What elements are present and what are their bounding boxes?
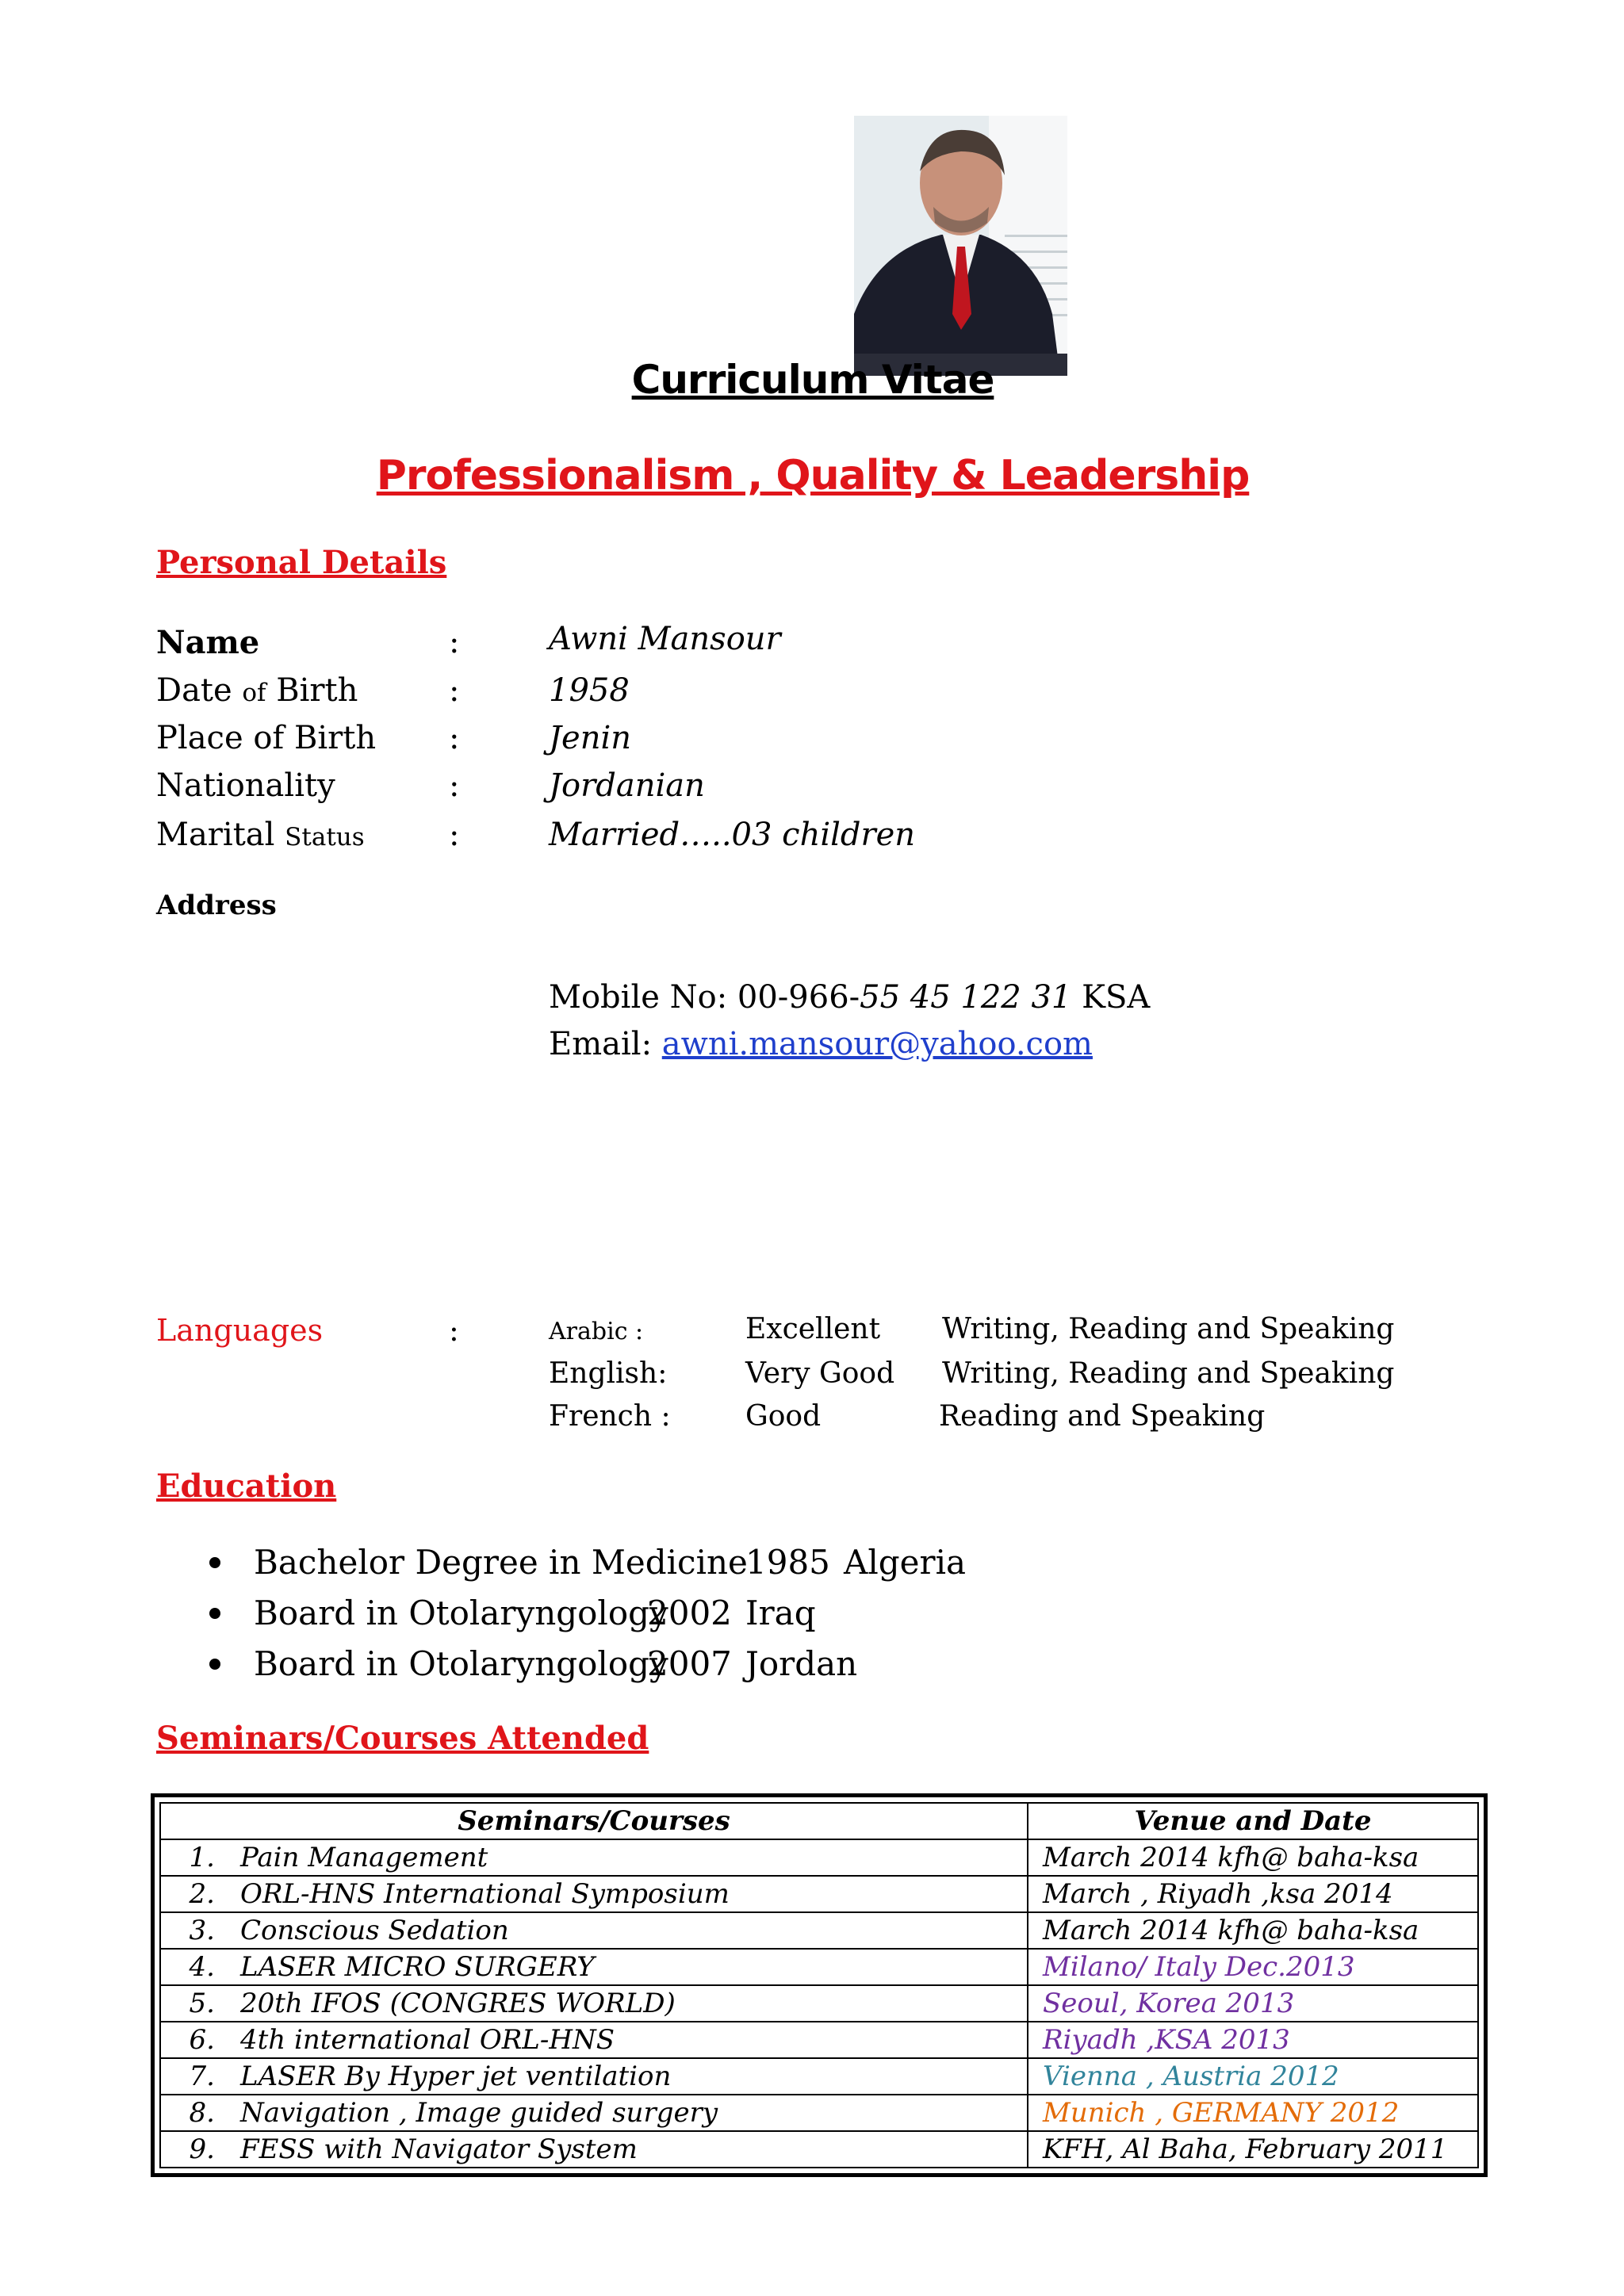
marital-status-label: Marital Status: [156, 817, 365, 853]
language-level: Good: [745, 1400, 822, 1433]
education-year: 1985: [745, 1543, 830, 1582]
education-year: 2007: [647, 1644, 732, 1683]
column-header-courses: Seminars/Courses: [160, 1803, 1028, 1839]
document-title: Curriculum Vitae: [631, 357, 994, 403]
table-row: [160, 1949, 1478, 1985]
mobile-line: Mobile No: 00-966-55 45 122 31 KSA: [549, 979, 1151, 1016]
dob-value: 1958: [549, 672, 630, 709]
row-number: 9.: [160, 2131, 234, 2168]
language-name: Arabic :: [549, 1318, 644, 1345]
education-item: Board in Otolaryngology: [254, 1644, 668, 1683]
course-cell: Pain Management: [234, 1839, 1028, 1876]
name-label: Name: [156, 624, 260, 661]
education-place: Jordan: [745, 1644, 858, 1683]
dob-label: Date of Birth: [156, 672, 358, 709]
course-cell: LASER By Hyper jet ventilation: [234, 2058, 1028, 2095]
table-row: [160, 2022, 1478, 2058]
course-cell: 20th IFOS (CONGRES WORLD): [234, 1985, 1028, 2022]
table-header-row: [160, 1803, 1478, 1839]
row-number: 6.: [160, 2022, 234, 2058]
table-row: [160, 2095, 1478, 2131]
row-number: 1.: [160, 1839, 234, 1876]
venue-cell: March 2014 kfh@ baha-ksa: [1028, 1912, 1478, 1949]
personal-details-heading: Personal Details: [156, 544, 447, 581]
venue-cell: Vienna , Austria 2012: [1028, 2058, 1478, 2095]
row-number: 3.: [160, 1912, 234, 1949]
name-value: Awni Mansour: [549, 621, 781, 657]
language-skills: Writing, Reading and Speaking: [942, 1313, 1395, 1345]
venue-cell: Seoul, Korea 2013: [1028, 1985, 1478, 2022]
venue-cell: Munich , GERMANY 2012: [1028, 2095, 1478, 2131]
portrait-image: [854, 116, 1067, 376]
venue-cell: Riyadh ,KSA 2013: [1028, 2022, 1478, 2058]
colon: :: [449, 817, 460, 853]
course-cell: LASER MICRO SURGERY: [234, 1949, 1028, 1985]
education-item: Bachelor Degree in Medicine: [254, 1543, 748, 1582]
table-row: [160, 1876, 1478, 1912]
languages-label: Languages: [156, 1313, 324, 1348]
bullet-icon: [209, 1557, 220, 1568]
language-skills: Reading and Speaking: [939, 1400, 1266, 1433]
colon: :: [449, 624, 460, 660]
course-cell: Navigation , Image guided surgery: [234, 2095, 1028, 2131]
colon: :: [449, 1313, 459, 1348]
row-number: 5.: [160, 1985, 234, 2022]
course-cell: FESS with Navigator System: [234, 2131, 1028, 2168]
education-place: Algeria: [844, 1543, 967, 1582]
colon: :: [449, 767, 460, 804]
row-number: 8.: [160, 2095, 234, 2131]
seminars-table: [151, 1793, 1488, 2177]
place-of-birth-value: Jenin: [549, 720, 632, 756]
seminars-heading: Seminars/Courses Attended: [156, 1720, 649, 1757]
table-row: [160, 2131, 1478, 2168]
colon: :: [449, 672, 460, 709]
language-level: Very Good: [745, 1357, 895, 1390]
venue-cell: Milano/ Italy Dec.2013: [1028, 1949, 1478, 1985]
education-item: Board in Otolaryngology: [254, 1594, 668, 1632]
bullet-icon: [209, 1608, 220, 1619]
colon: :: [449, 720, 460, 756]
table-row: [160, 1912, 1478, 1949]
place-of-birth-label: Place of Birth: [156, 720, 377, 756]
email-link[interactable]: awni.mansour@yahoo.com: [661, 1026, 1093, 1062]
table-row: [160, 1985, 1478, 2022]
language-name: English:: [549, 1357, 668, 1390]
nationality-value: Jordanian: [549, 767, 705, 804]
education-year: 2002: [647, 1594, 732, 1632]
venue-cell: March 2014 kfh@ baha-ksa: [1028, 1839, 1478, 1876]
email-line: Email: awni.mansour@yahoo.com: [549, 1026, 1093, 1062]
row-number: 7.: [160, 2058, 234, 2095]
table-row: [160, 1839, 1478, 1876]
course-cell: 4th international ORL-HNS: [234, 2022, 1028, 2058]
education-place: Iraq: [745, 1594, 816, 1632]
column-header-venue: Venue and Date: [1028, 1803, 1478, 1839]
language-skills: Writing, Reading and Speaking: [942, 1357, 1395, 1390]
marital-status-value: Married…..03 children: [549, 817, 916, 853]
language-name: French :: [549, 1400, 671, 1433]
course-cell: Conscious Sedation: [234, 1912, 1028, 1949]
address-label: Address: [156, 890, 277, 921]
profile-photo: [854, 116, 1067, 376]
language-level: Excellent: [745, 1313, 881, 1345]
nationality-label: Nationality: [156, 767, 335, 804]
course-cell: ORL-HNS International Symposium: [234, 1876, 1028, 1912]
motto-heading: Professionalism , Quality & Leadership: [376, 452, 1250, 499]
venue-cell: KFH, Al Baha, February 2011: [1028, 2131, 1478, 2168]
row-number: 4.: [160, 1949, 234, 1985]
bullet-icon: [209, 1659, 220, 1670]
row-number: 2.: [160, 1876, 234, 1912]
education-heading: Education: [156, 1468, 337, 1505]
venue-cell: March , Riyadh ,ksa 2014: [1028, 1876, 1478, 1912]
table-row: [160, 2058, 1478, 2095]
